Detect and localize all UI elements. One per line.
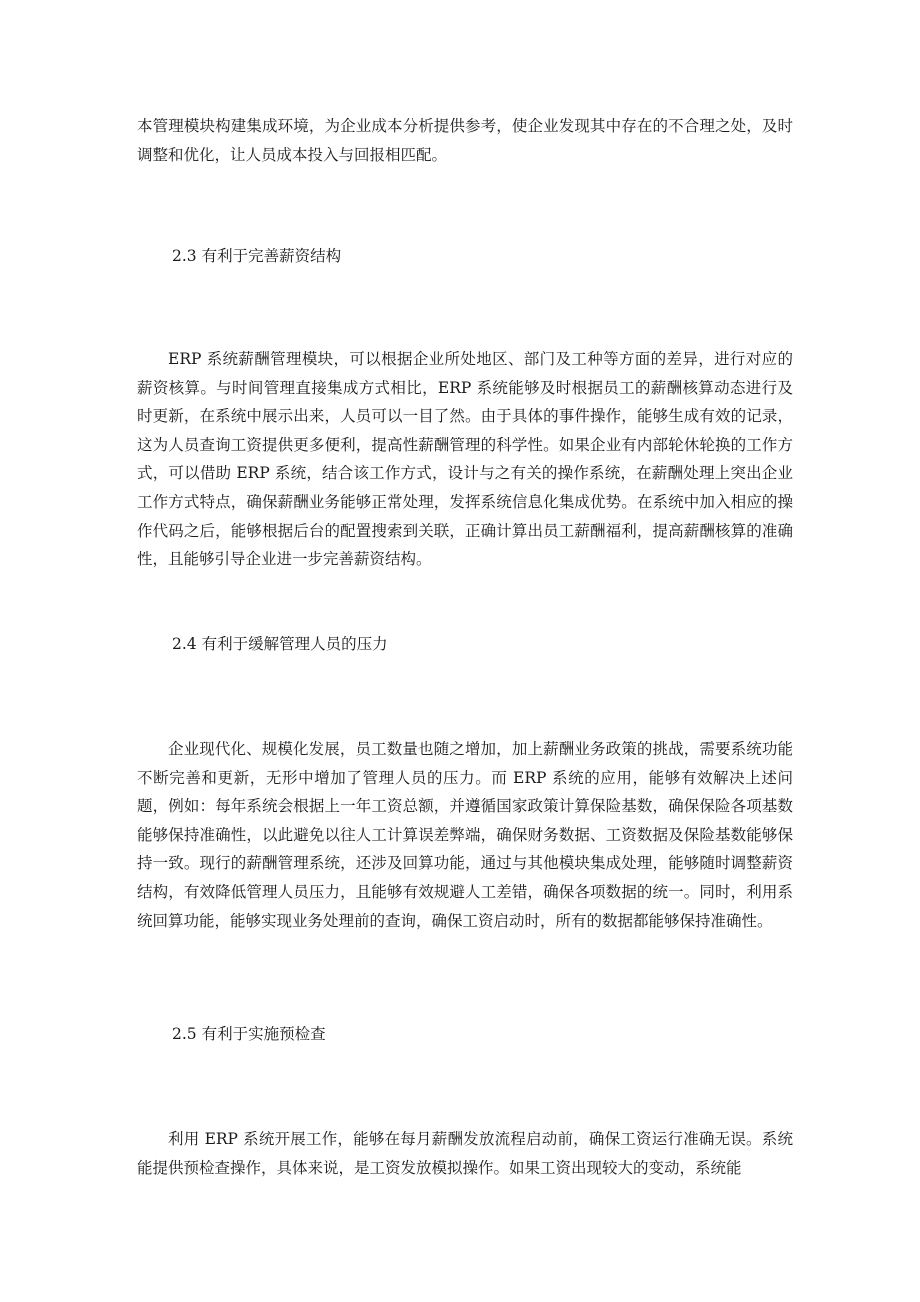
heading-2-3: 2.3 有利于完善薪资结构 [172, 247, 342, 265]
paragraph-2-4: 企业现代化、规模化发展，员工数量也随之增加，加上薪酬业务政策的挑战，需要系统功能不断完善和更新，无形中增加了管理人员的压力。而 ERP 系统的应用，能够有效解决上述问题，例如：每年系统会根据上一年工资总额，并遵循国家政策计算保险基数，确保保险各项基数能够保持准确性，以此避免以往人工计算误差弊端，确保财务数据、工资数据及保险基数能够保持一致。现行的薪酬管理系统，还涉及回算功能，通过与其他模块集成处理，能够随时调整薪资结构，有效降低管理人员压力，且能够有效规避人工差错，确保各项数据的统一。同时，利用系统回算功能，能够实现业务处理前的查询，确保工资启动时，所有的数据都能够保持准确性。 [137, 740, 793, 930]
heading-2-4: 2.4 有利于缓解管理人员的压力 [172, 635, 388, 653]
paragraph-intro: 本管理模块构建集成环境，为企业成本分析提供参考，使企业发现其中存在的不合理之处，及时调整和优化，让人员成本投入与回报相匹配。 [137, 117, 793, 164]
heading-2-5: 2.5 有利于实施预检查 [172, 1025, 326, 1043]
paragraph-2-3: ERP 系统薪酬管理模块，可以根据企业所处地区、部门及工种等方面的差异，进行对应的薪资核算。与时间管理直接集成方式相比，ERP 系统能够及时根据员工的薪酬核算动态进行及时更新，在系统中展示出来，人员可以一目了然。由于具体的事件操作，能够生成有效的记录，这为人员查询工资提供更多便利，提高性薪酬管理的科学性。如果企业有内部轮休轮换的工作方式，可以借助 ERP 系统，结合该工作方式，设计与之有关的操作系统，在薪酬处理上突出企业工作方式特点，确保薪酬业务能够正常处理，发挥系统信息化集成优势。在系统中加入相应的操作代码之后，能够根据后台的配置搜索到关联，正确计算出员工薪酬福利，提高薪酬核算的准确性，且能够引导企业进一步完善薪资结构。 [137, 350, 793, 569]
paragraph-2-5: 利用 ERP 系统开展工作，能够在每月薪酬发放流程启动前，确保工资运行准确无误。系统能提供预检查操作，具体来说，是工资发放模拟操作。如果工资出现较大的变动，系统能 [137, 1130, 793, 1177]
